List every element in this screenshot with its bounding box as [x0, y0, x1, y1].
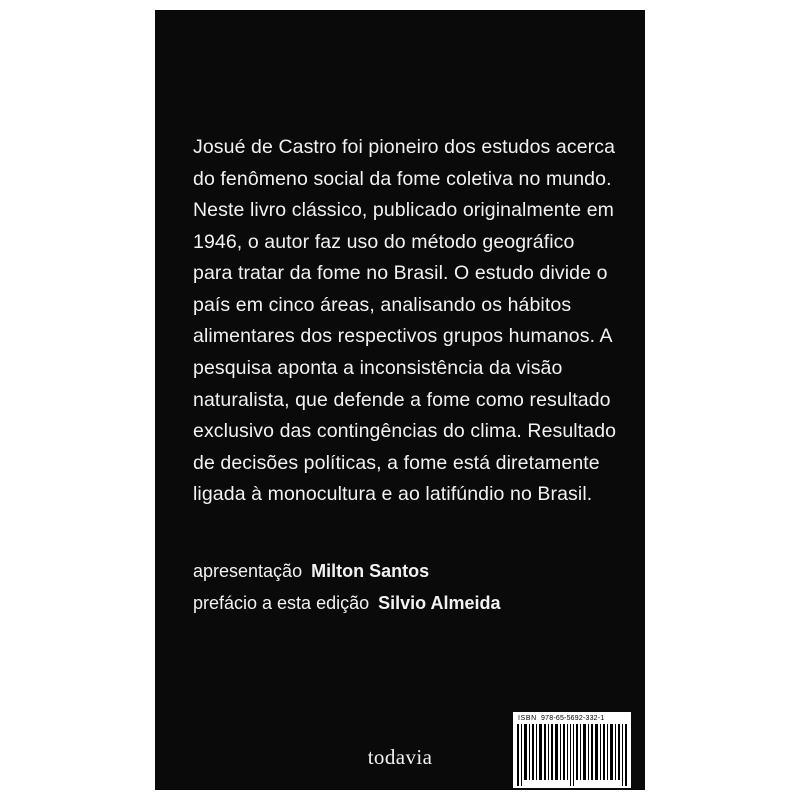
barcode-icon: [516, 724, 628, 786]
credit-role: prefácio a esta edição: [193, 593, 370, 614]
publisher-logo: todavia: [367, 745, 433, 769]
credit-name: Milton Santos: [311, 561, 430, 581]
isbn-block: [513, 712, 631, 788]
credit-role: apresentação: [193, 561, 303, 581]
blurb-text: [193, 132, 617, 511]
credit-row: [193, 555, 617, 587]
credit-name: Silvio Almeida: [378, 593, 501, 614]
isbn-text: [516, 715, 628, 724]
credit-row: [193, 587, 617, 619]
isbn-number: 978-65-5692-332-1: [541, 715, 605, 722]
book-cover: [155, 10, 645, 790]
blurb-paragraph: Josué de Castro foi pioneiro dos estudos acerca do fenômeno social da fome coletiva no mundo. Neste livro clássico, publicado originalmente em 1946, o autor faz uso do método geográfico para tratar da fome no Brasil. O estudo divide o país em cinco áreas, analisando os hábitos alimentares dos respectivos grupos humanos. A pesquisa aponta a inconsistência da visão naturalista, que defende a fome como resultado exclusivo das contingências do clima. Resultado de decisões políticas, a fome está diretamente ligada à monocultura e ao latifúndio no Brasil.: [193, 136, 617, 506]
isbn-label: ISBN: [518, 715, 537, 722]
credits-block: [193, 555, 617, 619]
